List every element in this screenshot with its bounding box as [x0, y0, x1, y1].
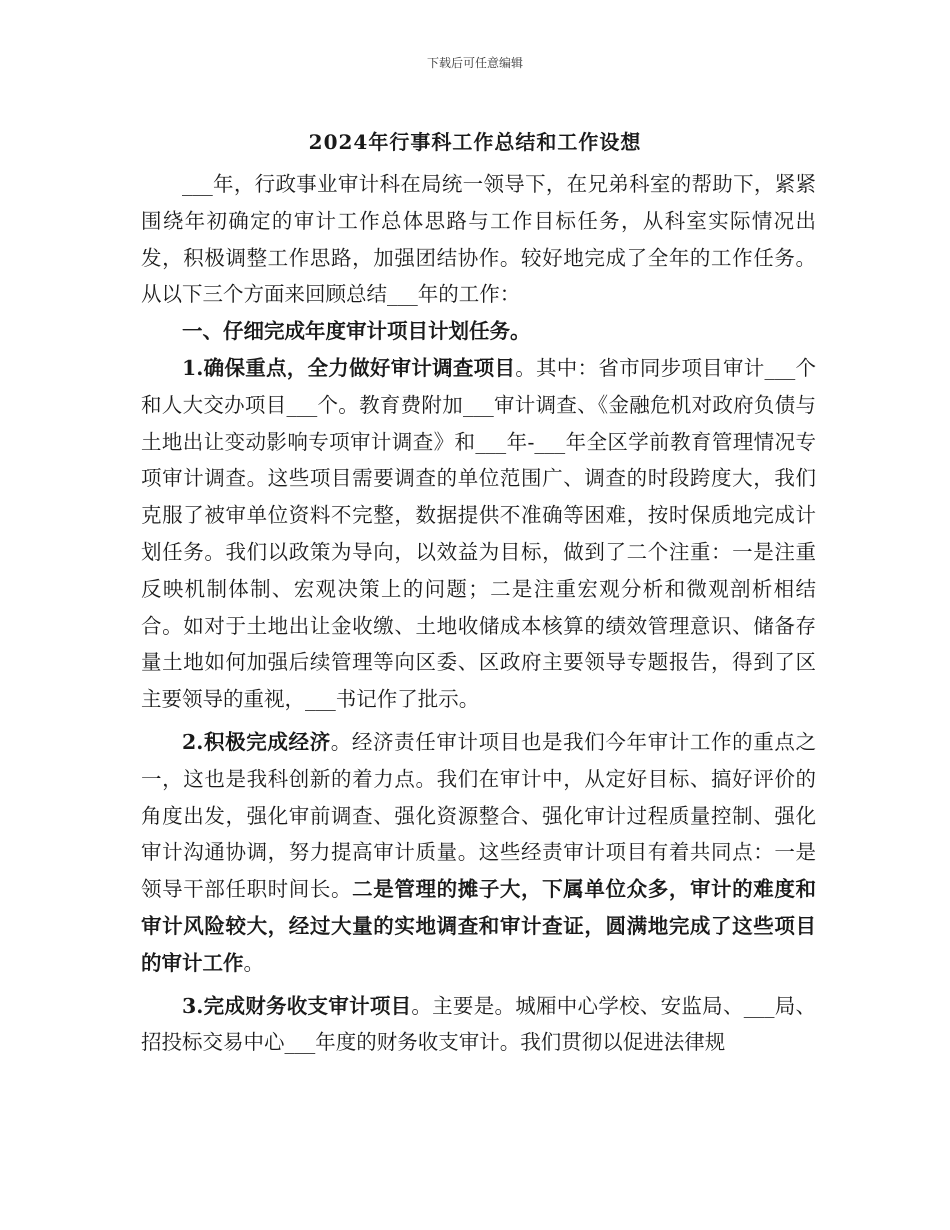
document-body [141, 166, 816, 1061]
item-3-text: 。主要是。城厢中心学校、安监局、___局、招投标交易中心___年度的财务收支审计。我们贯彻以促进法律规 [141, 993, 817, 1055]
item-3-lead: 3.完成财务收支审计项目 [182, 993, 412, 1018]
item-2-end: 。 [243, 950, 264, 975]
item-1-lead: 1.确保重点，全力做好审计调查项目 [182, 355, 516, 380]
item-2-lead: 2.积极完成经济 [182, 729, 331, 754]
document-title: 2024年行事科工作总结和工作设想 [308, 130, 642, 154]
item-2-text: 。经济责任审计项目也是我们今年审计工作的重点之一，这也是我科创新的着力点。我们在审计中，从定好目标、搞好评价的角度出发，强化审前调查、强化资源整合、强化审计过程质量控制、强化审计沟通协调，努力提高审计质量。这些经责审计项目有着共同点：一是领导干部任职时间长。 [141, 729, 817, 902]
header-note: 下载后可任意编辑 [426, 56, 523, 70]
paragraph-intro: ___年，行政事业审计科在局统一领导下，在兄弟科室的帮助下，紧紧围绕年初确定的审计工作总体思路与工作目标任务，从科室实际情况出发，积极调整工作思路，加强团结协作。较好地完成了全年的工作任务。从以下三个方面来回顾总结___年的工作： [141, 172, 816, 307]
item-2-bold-text: 二是管理的摊子大，下属单位众多，审计的难度和审计风险较大，经过大量的实地调查和审计查证，圆满地完成了这些项目的审计工作 [141, 877, 817, 975]
item-1-text: 。其中：省市同步项目审计___个和人大交办项目___个。教育费附加___审计调查、《金融危机对政府负债与土地出让变动影响专项审计调查》和___年-___年全区学前教育管理情况专项审计调查。这些项目需要调查的单位范围广、调查的时段跨度大，我们克服了被审单位资料不完整，数据提供不准确等困难，按时保质地完成计划任务。我们以政策为导向，以效益为目标，做到了二个注重：一是注重反映机制体制、宏观决策上的问题；二是注重宏观分析和微观剖析相结合。如对于土地出让金收缴、土地收储成本核算的绩效管理意识、储备存量土地如何加强后续管理等向区委、区政府主要领导专题报告，得到了区主要领导的重视，___书记作了批示。 [141, 355, 816, 712]
paragraph-item-2 [141, 724, 816, 982]
section-heading-1: 一、仔细完成年度审计项目计划任务。 [182, 319, 531, 344]
paragraph-item-1 [141, 350, 816, 718]
paragraph-item-3 [141, 988, 816, 1062]
